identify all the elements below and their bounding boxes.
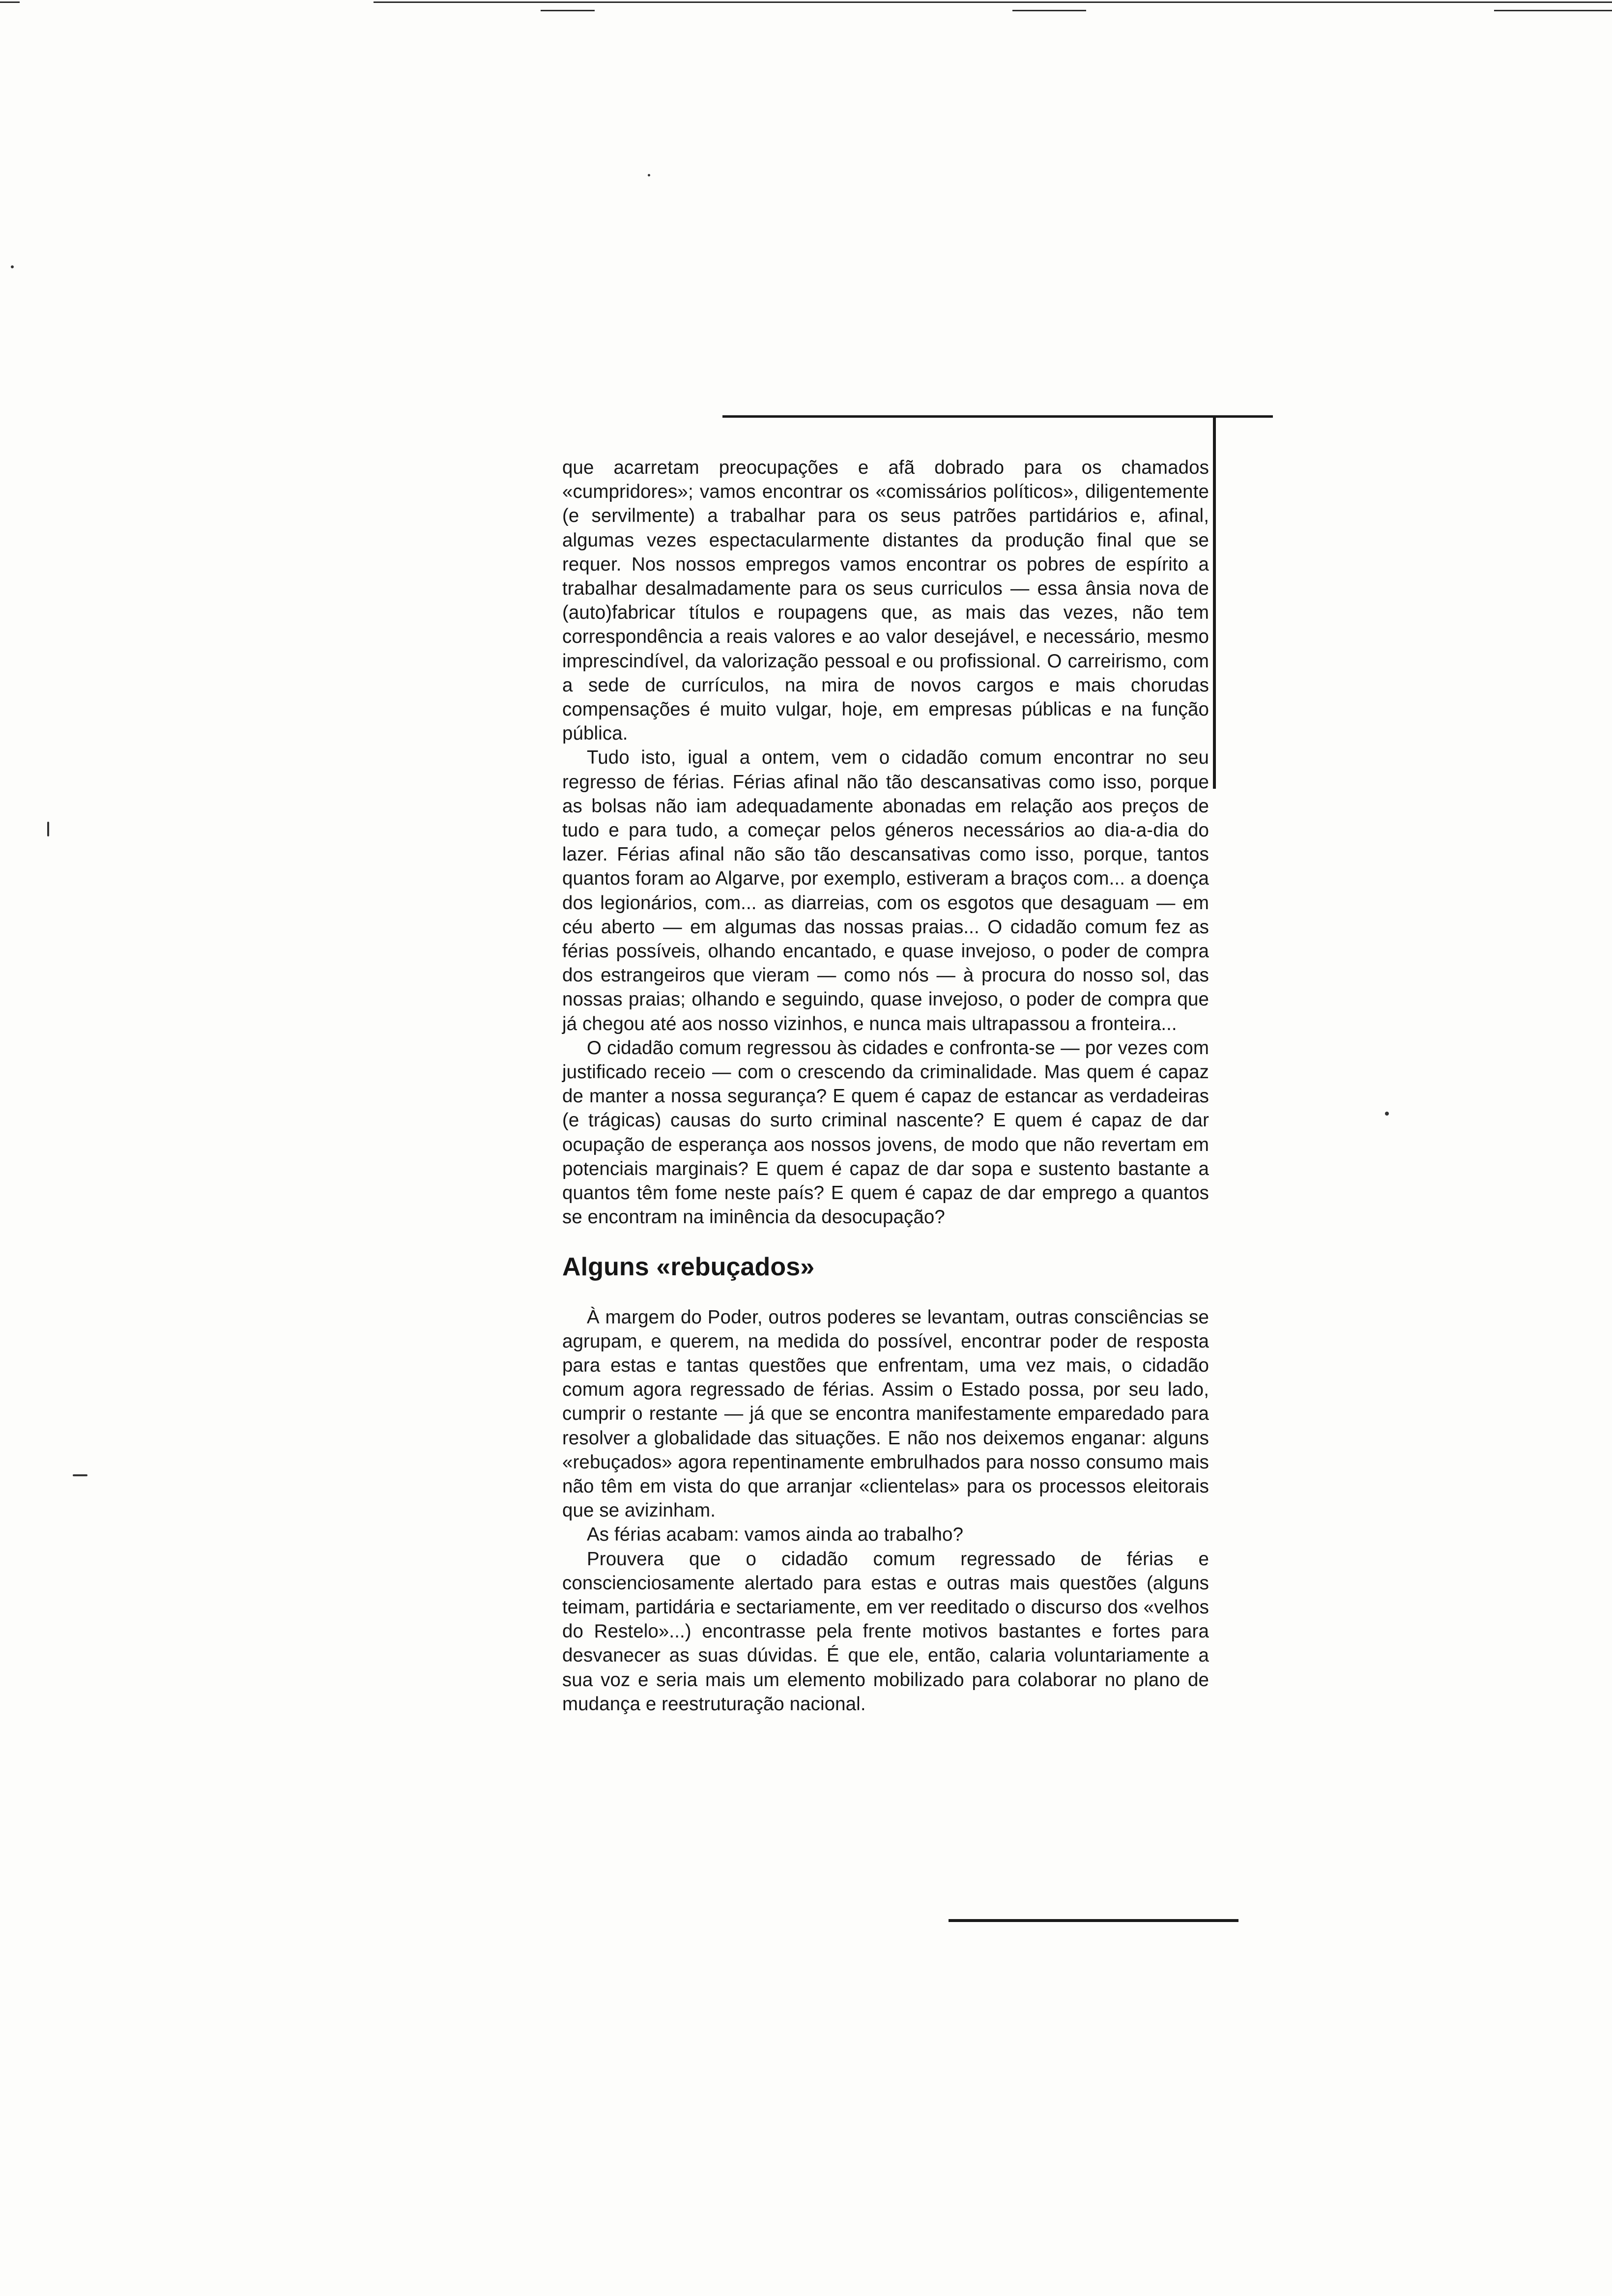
article-paragraph: Prouvera que o cidadão comum regressado de férias e conscienciosamente alertado para estas e outras mais questões (alguns teimam, partidária e sectariamente, em ver reeditado o discurso dos «velhos do Restelo»...) encontrasse pela frente motivos bastantes e fortes para desvanecer as suas dúvidas. É que ele, então, calaria voluntariamente a sua voz e seria mais um elemento mobilizado para colaborar no plano de mudança e reestruturação nacional. <box>562 1548 1209 1715</box>
clipping-top-rule <box>722 415 1273 418</box>
scan-speck <box>11 265 14 268</box>
article-paragraph: À margem do Poder, outros poderes se levantam, outras consciências se agrupam, e querem, na medida do possível, encontrar poder de resposta para estas e tantas questões que enfrentam, uma vez mais, o cidadão comum agora regressado de férias. Assim o Estado possa, por seu lado, cumprir o restante — já que se encontra manifestamente emparedado para resolver a globalidade das situações. E não nos deixemos enganar: alguns «rebuçados» agora repentinamente embrulhados para nosso consumo mais não têm em vista do que arranjar «clientelas» para os processos eleitorais que se avizinham. <box>562 1306 1209 1521</box>
scan-edge-line <box>1012 10 1086 11</box>
article-paragraph: As férias acabam: vamos ainda ao trabalho? <box>587 1524 964 1546</box>
article-body <box>562 456 1209 1716</box>
newspaper-clipping <box>541 415 1238 1924</box>
article-paragraph: O cidadão comum regressou às cidades e confronta-se — por vezes com justificado receio — com o crescendo da criminalidade. Mas quem é capaz de manter a nossa segurança? E quem é capaz de estancar as verdadeiras (e trágicas) causas do surto criminal nascente? E quem é capaz de dar ocupação de esperança aos nossos jovens, de modo que não revertam em potenciais marginais? E quem é capaz de dar sopa e sustento bastante a quantos têm fome neste país? E quem é capaz de dar emprego a quantos se encontram na iminência da desocupação? <box>562 1037 1209 1228</box>
scan-speck <box>648 174 650 176</box>
section-heading: Alguns «rebuçados» <box>562 1252 815 1281</box>
scan-edge-line <box>0 1 20 3</box>
scan-speck <box>47 822 49 836</box>
scan-edge-line <box>374 1 1612 3</box>
scan-edge-line <box>541 10 595 11</box>
article-paragraph: que acarretam preocupações e afã dobrado para os chamados «cumpridores»; vamos encontrar os «comissários políticos», diligentemente (e servilmente) a trabalhar para os seus patrões partidários e, afinal, algumas vezes espectacularmente distantes da produção final que se requer. Nos nossos empregos vamos encontrar os pobres de espírito a trabalhar desalmadamente para os seus curriculos — essa ânsia nova de (auto)fabricar títulos e roupagens que, as mais das vezes, não tem correspondência a reais valores e ao valor desejável, e necessário, mesmo imprescindível, da valorização pessoal e ou profissional. O carreirismo, com a sede de currículos, na mira de novos cargos e mais chorudas compensações é muito vulgar, hoje, em empresas públicas e na função pública. <box>562 457 1209 745</box>
article-paragraph: Tudo isto, igual a ontem, vem o cidadão comum encontrar no seu regresso de férias. Férias afinal não tão descansativas como isso, porque as bolsas não iam adequadamente abonadas em relação aos preços de tudo e para tudo, a começar pelos géneros necessários ao dia-a-dia do lazer. Férias afinal não são tão descansativas como isso, porque, tantos quantos foram ao Algarve, por exemplo, estiveram a braços com... a doença dos legionários, com... as diarreias, com os esgotos que desaguam — em céu aberto — em algumas das nossas praias... O cidadão comum fez as férias possíveis, olhando encantado, e quase invejoso, o poder de compra dos estrangeiros que vieram — como nós — à procura do nosso sol, das nossas praias; olhando e seguindo, quase invejoso, o poder de compra que já chegou até aos nosso vizinhos, e nunca mais ultrapassou a fronteira... <box>562 747 1209 1034</box>
clipping-right-rule <box>1213 415 1216 789</box>
scan-edge-line <box>1494 10 1612 11</box>
scan-speck <box>73 1474 87 1476</box>
clipping-bottom-rule <box>949 1919 1238 1922</box>
scan-speck <box>1385 1112 1389 1116</box>
